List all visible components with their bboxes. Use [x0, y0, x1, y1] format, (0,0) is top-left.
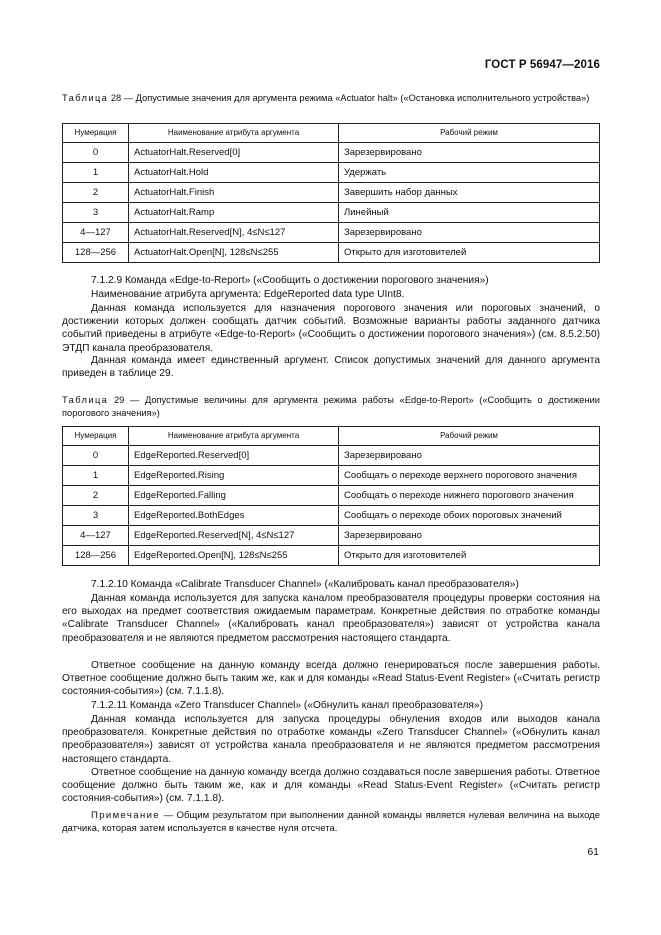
standard-number: ГОСТ Р 56947—2016 — [484, 59, 600, 71]
cell-attribute: EdgeReported.Reserved[N], 4≤N≤127 — [129, 526, 339, 546]
section-7129-heading: 7.1.2.9 Команда «Edge-to-Report» («Сообщить о достижении порогового значения») — [91, 275, 489, 286]
table-row — [63, 143, 600, 163]
table-29 — [62, 426, 600, 566]
section-7129-attribute: Наименование атрибута аргумента: EdgeReported data type UInt8. — [91, 289, 405, 300]
table-row — [63, 203, 600, 223]
cell-mode: Зарезервировано — [339, 143, 600, 163]
cell-attribute: EdgeReported.Falling — [129, 486, 339, 506]
section-71211-paragraph-1: Данная команда используется для запуска процедуры обнуления входов или выходов канала преобразователя. Конкретные действия по отработке команды «Zero Transducer Channel» («Обнулить канал преобразователя») зависят от устройства канала преобразователя и не являются предметом рассмотрения настоящего стандарта. — [62, 714, 600, 765]
cell-attribute: ActuatorHalt.Finish — [129, 183, 339, 203]
cell-attribute: EdgeReported.Rising — [129, 466, 339, 486]
table-caption-prefix: Таблица — [62, 395, 109, 405]
cell-attribute: EdgeReported.Reserved[0] — [129, 446, 339, 466]
table-row — [63, 243, 600, 263]
cell-attribute: ActuatorHalt.Ramp — [129, 203, 339, 223]
cell-number: 3 — [63, 506, 129, 526]
cell-number: 0 — [63, 143, 129, 163]
table-row — [63, 466, 600, 486]
column-header-mode: Рабочий режим — [339, 124, 600, 143]
table-28 — [62, 123, 600, 263]
column-header-attribute: Наименование атрибута аргумента — [129, 427, 339, 446]
cell-attribute: EdgeReported.BothEdges — [129, 506, 339, 526]
cell-mode: Зарезервировано — [339, 526, 600, 546]
cell-attribute: ActuatorHalt.Hold — [129, 163, 339, 183]
cell-number: 2 — [63, 486, 129, 506]
note-text: — Общим результатом при выполнении данной команды является нулевая величина на выходе датчика, которая затем используется в качестве нуля отсчета. — [62, 810, 600, 834]
cell-mode: Сообщать о переходе обоих пороговых значений — [339, 506, 600, 526]
column-header-mode: Рабочий режим — [339, 427, 600, 446]
table-row — [63, 223, 600, 243]
cell-mode: Линейный — [339, 203, 600, 223]
cell-number: 128—256 — [63, 243, 129, 263]
cell-number: 3 — [63, 203, 129, 223]
cell-attribute: ActuatorHalt.Open[N], 128≤N≤255 — [129, 243, 339, 263]
table-caption-prefix: Таблица — [62, 93, 109, 103]
section-7129-paragraph-1: Данная команда используется для назначения порогового значения или пороговых значений, о достижении которых должен сообщать датчик событий. Возможные варианты работы заданного датчика событий приведены в атрибуте «Edge-to-Report» («Сообщить о достижении порогового значения») (см. 8.5.2.50) ЭТДП канала преобразователя. — [62, 303, 600, 354]
table-row — [63, 446, 600, 466]
section-71210-paragraph-1: Данная команда используется для запуска каналом преобразователя процедуры проверки состояния на его выходах на предмет соответствия ожидаемым параметрам. Конкретные действия по отработке команды «Calibrate Transducer Channel» («Калибровать канал преобразователя») зависят от устройства канала преобразователя и не являются предметом рассмотрения настоящего стандарта. — [62, 593, 600, 644]
column-header-number: Нумерация — [63, 427, 129, 446]
cell-number: 0 — [63, 446, 129, 466]
section-71210-paragraph-2: Ответное сообщение на данную команду всегда должно генерироваться после завершения работы. Ответное сообщение должно быть таким же, как и для команды «Read Status-Event Register» («Считать регистр состояния-события») (см. 7.1.1.8). — [62, 660, 600, 698]
cell-number: 128—256 — [63, 546, 129, 566]
cell-mode: Завершить набор данных — [339, 183, 600, 203]
section-71211-heading: 7.1.2.11 Команда «Zero Transducer Channel» («Обнулить канал преобразователя») — [91, 700, 484, 711]
table-row — [63, 163, 600, 183]
table-row — [63, 183, 600, 203]
cell-attribute: ActuatorHalt.Reserved[0] — [129, 143, 339, 163]
cell-attribute: EdgeReported.Open[N], 128≤N≤255 — [129, 546, 339, 566]
table-header-row — [63, 124, 600, 143]
cell-number: 2 — [63, 183, 129, 203]
page-number: 61 — [587, 846, 599, 858]
table-caption-text: 29 — Допустимые величины для аргумента режима работы «Edge-to-Report» («Сообщить о достижении порогового значения») — [62, 395, 600, 418]
section-71211-paragraph-2: Ответное сообщение на данную команду всегда должно создаваться после завершения работы. Ответное сообщение должно быть таким же, как и для команды «Read Status-Event Register» («Считать регистр состояния-события») (см. 7.1.1.8). — [62, 767, 600, 805]
column-header-attribute: Наименование атрибута аргумента — [129, 124, 339, 143]
cell-mode: Открыто для изготовителей — [339, 243, 600, 263]
cell-attribute: ActuatorHalt.Reserved[N], 4≤N≤127 — [129, 223, 339, 243]
table-row — [63, 546, 600, 566]
section-7129-paragraph-2: Данная команда имеет единственный аргумент. Список допустимых значений для данного аргумента приведен в таблице 29. — [62, 355, 600, 380]
table-header-row — [63, 427, 600, 446]
cell-mode: Сообщать о переходе верхнего порогового значения — [339, 466, 600, 486]
cell-mode: Зарезервировано — [339, 223, 600, 243]
cell-number: 4—127 — [63, 223, 129, 243]
table-row — [63, 526, 600, 546]
table-row — [63, 506, 600, 526]
cell-mode: Сообщать о переходе нижнего порогового значения — [339, 486, 600, 506]
cell-number: 4—127 — [63, 526, 129, 546]
section-71210-heading: 7.1.2.10 Команда «Calibrate Transducer Channel» («Калибровать канал преобразователя») — [91, 579, 519, 590]
table-caption-text: 28 — Допустимые значения для аргумента режима «Actuator halt» («Остановка исполнительного устройства») — [110, 93, 590, 103]
column-header-number: Нумерация — [63, 124, 129, 143]
note — [62, 809, 600, 835]
cell-mode: Зарезервировано — [339, 446, 600, 466]
cell-mode: Удержать — [339, 163, 600, 183]
cell-number: 1 — [63, 466, 129, 486]
table-28-caption — [62, 92, 600, 105]
table-row — [63, 486, 600, 506]
cell-number: 1 — [63, 163, 129, 183]
note-label: Примечание — [91, 810, 160, 821]
cell-mode: Открыто для изготовителей — [339, 546, 600, 566]
table-29-caption — [62, 394, 600, 420]
